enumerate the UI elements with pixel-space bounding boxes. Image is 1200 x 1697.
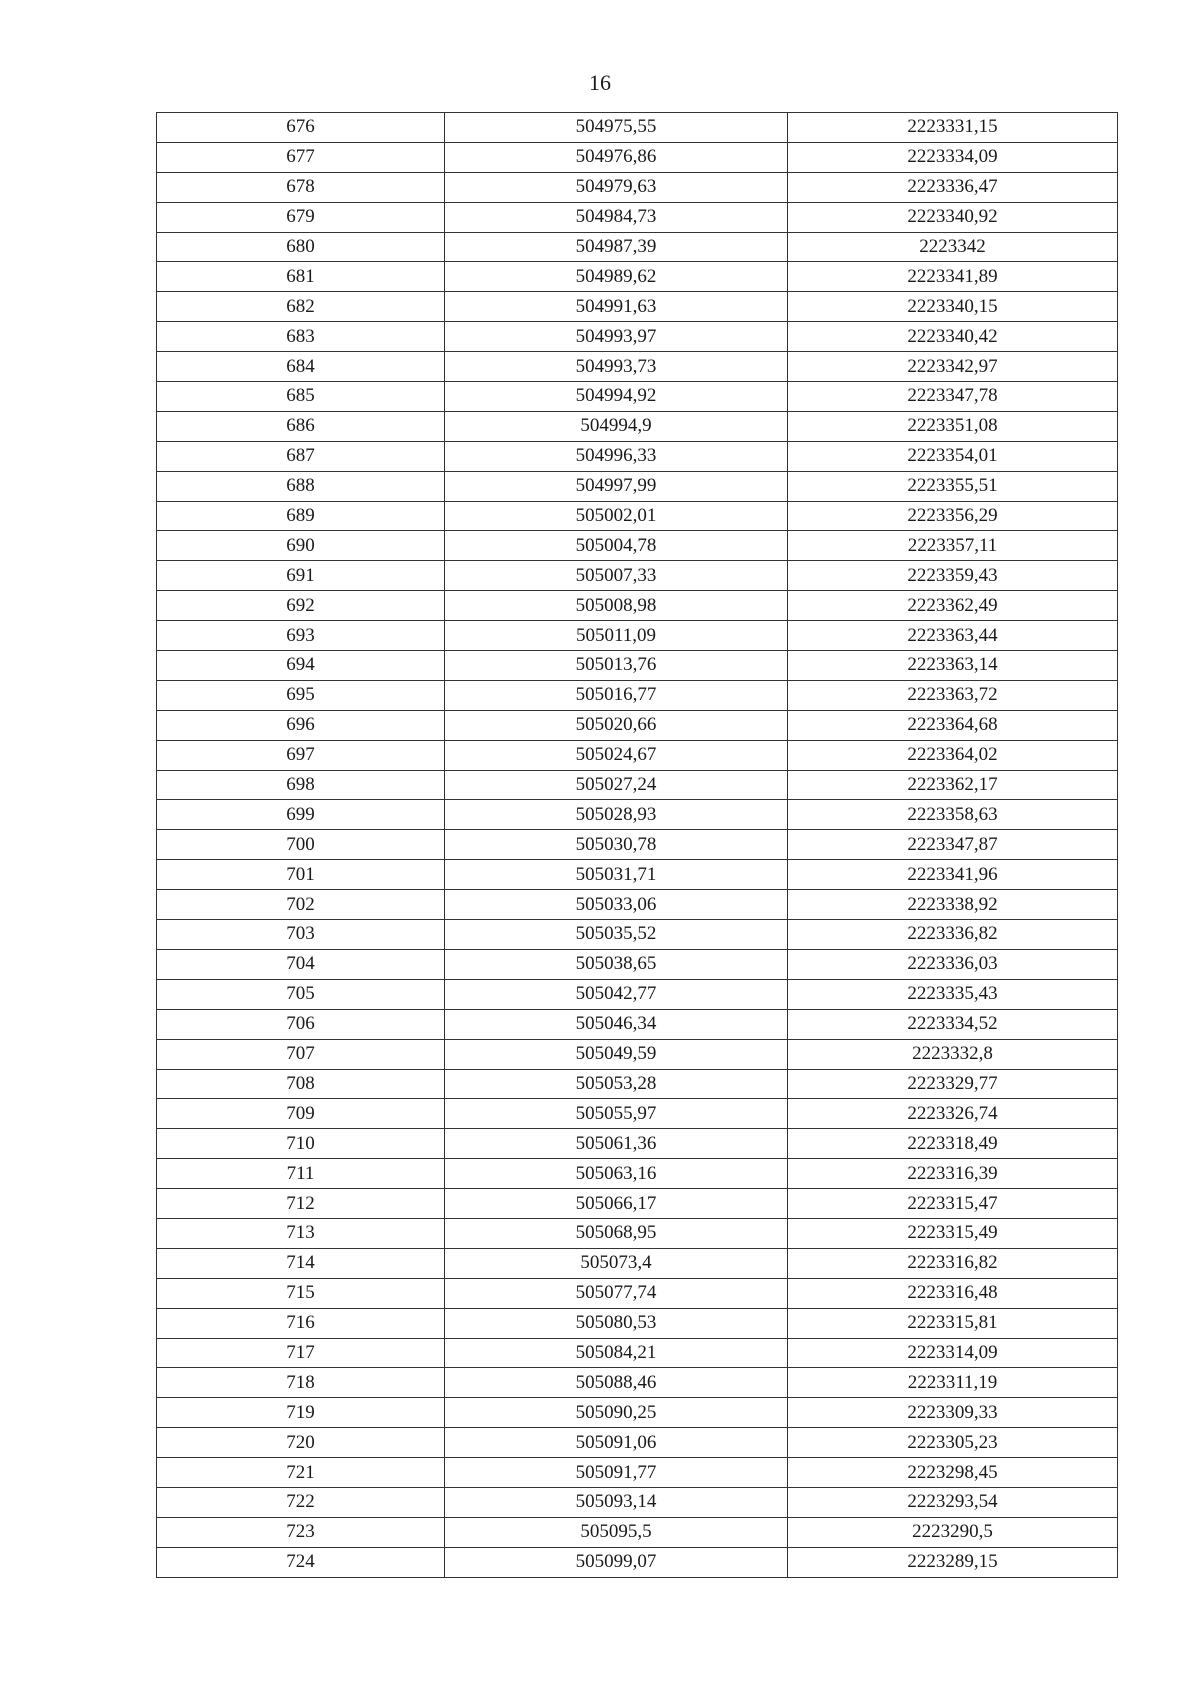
- table-row: [157, 1278, 1118, 1308]
- table-row: [157, 1458, 1118, 1488]
- x-coordinate-cell: 505066,17: [445, 1189, 788, 1219]
- x-coordinate-cell: 504993,73: [445, 352, 788, 382]
- y-coordinate-cell: 2223331,15: [788, 113, 1118, 143]
- y-coordinate-cell: 2223363,14: [788, 651, 1118, 681]
- x-coordinate-cell: 504994,92: [445, 382, 788, 412]
- point-number-cell: 719: [157, 1398, 445, 1428]
- point-number-cell: 706: [157, 1009, 445, 1039]
- y-coordinate-cell: 2223336,82: [788, 920, 1118, 950]
- table-row: [157, 411, 1118, 441]
- point-number-cell: 724: [157, 1547, 445, 1577]
- y-coordinate-cell: 2223342,97: [788, 352, 1118, 382]
- y-coordinate-cell: 2223341,96: [788, 860, 1118, 890]
- point-number-cell: 678: [157, 172, 445, 202]
- point-number-cell: 713: [157, 1218, 445, 1248]
- table-row: [157, 591, 1118, 621]
- point-number-cell: 701: [157, 860, 445, 890]
- x-coordinate-cell: 505093,14: [445, 1487, 788, 1517]
- table-row: [157, 1218, 1118, 1248]
- table-row: [157, 441, 1118, 471]
- table-row: [157, 292, 1118, 322]
- x-coordinate-cell: 505004,78: [445, 531, 788, 561]
- point-number-cell: 699: [157, 800, 445, 830]
- table-row: [157, 471, 1118, 501]
- y-coordinate-cell: 2223336,47: [788, 172, 1118, 202]
- y-coordinate-cell: 2223362,49: [788, 591, 1118, 621]
- table-row: [157, 382, 1118, 412]
- table-row: [157, 1368, 1118, 1398]
- x-coordinate-cell: 505091,06: [445, 1428, 788, 1458]
- point-number-cell: 723: [157, 1517, 445, 1547]
- point-number-cell: 704: [157, 949, 445, 979]
- table-row: [157, 800, 1118, 830]
- y-coordinate-cell: 2223336,03: [788, 949, 1118, 979]
- x-coordinate-cell: 505053,28: [445, 1069, 788, 1099]
- y-coordinate-cell: 2223305,23: [788, 1428, 1118, 1458]
- table-row: [157, 979, 1118, 1009]
- page-number: 16: [589, 70, 611, 95]
- y-coordinate-cell: 2223315,47: [788, 1189, 1118, 1219]
- x-coordinate-cell: 505073,4: [445, 1248, 788, 1278]
- x-coordinate-cell: 505084,21: [445, 1338, 788, 1368]
- table-row: [157, 1398, 1118, 1428]
- x-coordinate-cell: 505068,95: [445, 1218, 788, 1248]
- y-coordinate-cell: 2223355,51: [788, 471, 1118, 501]
- table-row: [157, 680, 1118, 710]
- table-row: [157, 142, 1118, 172]
- y-coordinate-cell: 2223335,43: [788, 979, 1118, 1009]
- table-row: [157, 1069, 1118, 1099]
- y-coordinate-cell: 2223358,63: [788, 800, 1118, 830]
- point-number-cell: 697: [157, 740, 445, 770]
- table-row: [157, 561, 1118, 591]
- x-coordinate-cell: 505042,77: [445, 979, 788, 1009]
- y-coordinate-cell: 2223347,78: [788, 382, 1118, 412]
- y-coordinate-cell: 2223340,42: [788, 322, 1118, 352]
- point-number-cell: 718: [157, 1368, 445, 1398]
- point-number-cell: 716: [157, 1308, 445, 1338]
- point-number-cell: 682: [157, 292, 445, 322]
- x-coordinate-cell: 505091,77: [445, 1458, 788, 1488]
- y-coordinate-cell: 2223359,43: [788, 561, 1118, 591]
- x-coordinate-cell: 505031,71: [445, 860, 788, 890]
- point-number-cell: 722: [157, 1487, 445, 1517]
- table-row: [157, 113, 1118, 143]
- y-coordinate-cell: 2223364,02: [788, 740, 1118, 770]
- point-number-cell: 708: [157, 1069, 445, 1099]
- table-row: [157, 1129, 1118, 1159]
- point-number-cell: 679: [157, 202, 445, 232]
- x-coordinate-cell: 505016,77: [445, 680, 788, 710]
- y-coordinate-cell: 2223316,48: [788, 1278, 1118, 1308]
- y-coordinate-cell: 2223309,33: [788, 1398, 1118, 1428]
- y-coordinate-cell: 2223338,92: [788, 890, 1118, 920]
- x-coordinate-cell: 504989,62: [445, 262, 788, 292]
- point-number-cell: 702: [157, 890, 445, 920]
- y-coordinate-cell: 2223326,74: [788, 1099, 1118, 1129]
- x-coordinate-cell: 505024,67: [445, 740, 788, 770]
- point-number-cell: 710: [157, 1129, 445, 1159]
- y-coordinate-cell: 2223316,82: [788, 1248, 1118, 1278]
- x-coordinate-cell: 504975,55: [445, 113, 788, 143]
- point-number-cell: 690: [157, 531, 445, 561]
- point-number-cell: 683: [157, 322, 445, 352]
- table-row: [157, 860, 1118, 890]
- table-row: [157, 531, 1118, 561]
- y-coordinate-cell: 2223329,77: [788, 1069, 1118, 1099]
- y-coordinate-cell: 2223363,44: [788, 621, 1118, 651]
- point-number-cell: 712: [157, 1189, 445, 1219]
- point-number-cell: 694: [157, 651, 445, 681]
- x-coordinate-cell: 505011,09: [445, 621, 788, 651]
- point-number-cell: 705: [157, 979, 445, 1009]
- point-number-cell: 707: [157, 1039, 445, 1069]
- x-coordinate-cell: 505088,46: [445, 1368, 788, 1398]
- y-coordinate-cell: 2223364,68: [788, 710, 1118, 740]
- y-coordinate-cell: 2223342: [788, 232, 1118, 262]
- y-coordinate-cell: 2223318,49: [788, 1129, 1118, 1159]
- x-coordinate-cell: 504997,99: [445, 471, 788, 501]
- y-coordinate-cell: 2223290,5: [788, 1517, 1118, 1547]
- table-row: [157, 352, 1118, 382]
- table-row: [157, 1248, 1118, 1278]
- point-number-cell: 720: [157, 1428, 445, 1458]
- point-number-cell: 709: [157, 1099, 445, 1129]
- point-number-cell: 676: [157, 113, 445, 143]
- x-coordinate-cell: 504996,33: [445, 441, 788, 471]
- y-coordinate-cell: 2223289,15: [788, 1547, 1118, 1577]
- table-row: [157, 501, 1118, 531]
- table-row: [157, 710, 1118, 740]
- x-coordinate-cell: 505013,76: [445, 651, 788, 681]
- x-coordinate-cell: 505030,78: [445, 830, 788, 860]
- point-number-cell: 715: [157, 1278, 445, 1308]
- point-number-cell: 711: [157, 1159, 445, 1189]
- x-coordinate-cell: 505095,5: [445, 1517, 788, 1547]
- x-coordinate-cell: 505080,53: [445, 1308, 788, 1338]
- y-coordinate-cell: 2223315,49: [788, 1218, 1118, 1248]
- y-coordinate-cell: 2223357,11: [788, 531, 1118, 561]
- y-coordinate-cell: 2223314,09: [788, 1338, 1118, 1368]
- y-coordinate-cell: 2223351,08: [788, 411, 1118, 441]
- point-number-cell: 714: [157, 1248, 445, 1278]
- table-row: [157, 740, 1118, 770]
- x-coordinate-cell: 505063,16: [445, 1159, 788, 1189]
- x-coordinate-cell: 504976,86: [445, 142, 788, 172]
- x-coordinate-cell: 505090,25: [445, 1398, 788, 1428]
- y-coordinate-cell: 2223340,15: [788, 292, 1118, 322]
- table-row: [157, 770, 1118, 800]
- x-coordinate-cell: 505055,97: [445, 1099, 788, 1129]
- x-coordinate-cell: 504987,39: [445, 232, 788, 262]
- y-coordinate-cell: 2223334,52: [788, 1009, 1118, 1039]
- point-number-cell: 686: [157, 411, 445, 441]
- x-coordinate-cell: 505027,24: [445, 770, 788, 800]
- x-coordinate-cell: 504984,73: [445, 202, 788, 232]
- x-coordinate-cell: 505061,36: [445, 1129, 788, 1159]
- coordinates-table: [156, 112, 1118, 1578]
- table-row: [157, 1039, 1118, 1069]
- table-row: [157, 1517, 1118, 1547]
- y-coordinate-cell: 2223311,19: [788, 1368, 1118, 1398]
- point-number-cell: 703: [157, 920, 445, 950]
- table-row: [157, 1547, 1118, 1577]
- table-row: [157, 890, 1118, 920]
- y-coordinate-cell: 2223340,92: [788, 202, 1118, 232]
- y-coordinate-cell: 2223356,29: [788, 501, 1118, 531]
- y-coordinate-cell: 2223334,09: [788, 142, 1118, 172]
- x-coordinate-cell: 504993,97: [445, 322, 788, 352]
- point-number-cell: 687: [157, 441, 445, 471]
- point-number-cell: 698: [157, 770, 445, 800]
- table-row: [157, 920, 1118, 950]
- table-row: [157, 1487, 1118, 1517]
- point-number-cell: 717: [157, 1338, 445, 1368]
- point-number-cell: 696: [157, 710, 445, 740]
- x-coordinate-cell: 504991,63: [445, 292, 788, 322]
- x-coordinate-cell: 505077,74: [445, 1278, 788, 1308]
- y-coordinate-cell: 2223347,87: [788, 830, 1118, 860]
- y-coordinate-cell: 2223362,17: [788, 770, 1118, 800]
- table-row: [157, 1099, 1118, 1129]
- x-coordinate-cell: 505035,52: [445, 920, 788, 950]
- point-number-cell: 691: [157, 561, 445, 591]
- x-coordinate-cell: 505002,01: [445, 501, 788, 531]
- point-number-cell: 688: [157, 471, 445, 501]
- y-coordinate-cell: 2223293,54: [788, 1487, 1118, 1517]
- point-number-cell: 685: [157, 382, 445, 412]
- table-row: [157, 1338, 1118, 1368]
- point-number-cell: 689: [157, 501, 445, 531]
- table-row: [157, 621, 1118, 651]
- table-row: [157, 262, 1118, 292]
- point-number-cell: 693: [157, 621, 445, 651]
- point-number-cell: 677: [157, 142, 445, 172]
- point-number-cell: 680: [157, 232, 445, 262]
- y-coordinate-cell: 2223298,45: [788, 1458, 1118, 1488]
- y-coordinate-cell: 2223363,72: [788, 680, 1118, 710]
- table-row: [157, 949, 1118, 979]
- table-row: [157, 232, 1118, 262]
- table-row: [157, 1428, 1118, 1458]
- point-number-cell: 721: [157, 1458, 445, 1488]
- coordinates-table-body: [157, 113, 1118, 1578]
- x-coordinate-cell: 505046,34: [445, 1009, 788, 1039]
- x-coordinate-cell: 505038,65: [445, 949, 788, 979]
- x-coordinate-cell: 504979,63: [445, 172, 788, 202]
- x-coordinate-cell: 505049,59: [445, 1039, 788, 1069]
- table-row: [157, 1009, 1118, 1039]
- x-coordinate-cell: 505008,98: [445, 591, 788, 621]
- x-coordinate-cell: 505033,06: [445, 890, 788, 920]
- y-coordinate-cell: 2223315,81: [788, 1308, 1118, 1338]
- point-number-cell: 692: [157, 591, 445, 621]
- x-coordinate-cell: 504994,9: [445, 411, 788, 441]
- table-row: [157, 651, 1118, 681]
- table-row: [157, 830, 1118, 860]
- point-number-cell: 695: [157, 680, 445, 710]
- point-number-cell: 681: [157, 262, 445, 292]
- y-coordinate-cell: 2223316,39: [788, 1159, 1118, 1189]
- x-coordinate-cell: 505028,93: [445, 800, 788, 830]
- table-row: [157, 202, 1118, 232]
- x-coordinate-cell: 505099,07: [445, 1547, 788, 1577]
- x-coordinate-cell: 505020,66: [445, 710, 788, 740]
- table-row: [157, 322, 1118, 352]
- table-row: [157, 1189, 1118, 1219]
- x-coordinate-cell: 505007,33: [445, 561, 788, 591]
- y-coordinate-cell: 2223341,89: [788, 262, 1118, 292]
- y-coordinate-cell: 2223332,8: [788, 1039, 1118, 1069]
- table-row: [157, 1159, 1118, 1189]
- point-number-cell: 684: [157, 352, 445, 382]
- y-coordinate-cell: 2223354,01: [788, 441, 1118, 471]
- table-row: [157, 1308, 1118, 1338]
- table-row: [157, 172, 1118, 202]
- point-number-cell: 700: [157, 830, 445, 860]
